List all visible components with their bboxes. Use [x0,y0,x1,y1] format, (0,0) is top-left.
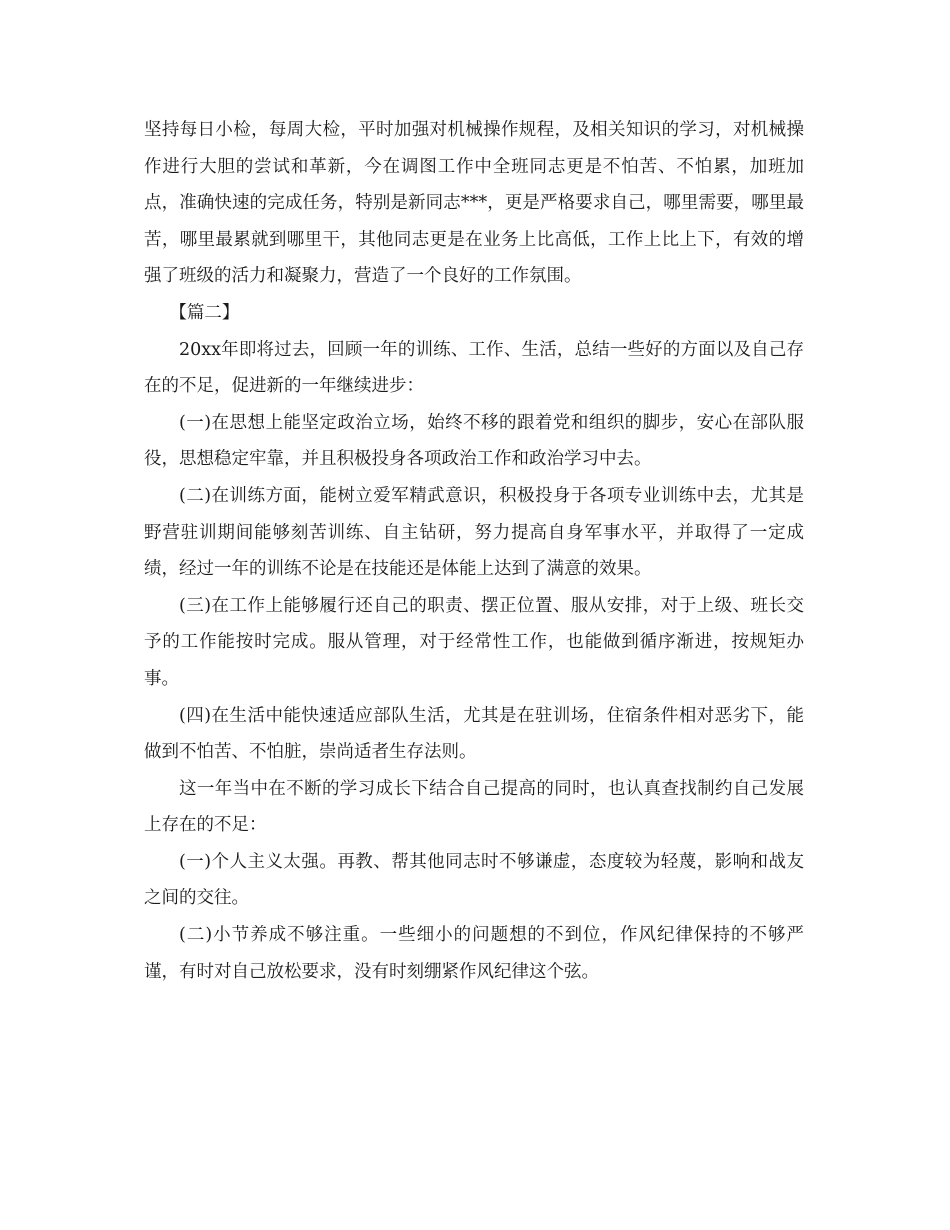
paragraph-shortcomings-intro: 这一年当中在不断的学习成长下结合自己提高的同时，也认真查找制约自己发展上存在的不足： [144,778,804,836]
paragraph-item-2: (二)在训练方面，能树立爱军精武意识，积极投身于各项专业训练中去，尤其是野营驻训期间能够刻苦训练、自主钻研，努力提高自身军事水平，并取得了一定成绩，经过一年的训练不论是在技能还是体能上达到了满意的效果。 [144,485,804,580]
paragraph-item-1: (一)在思想上能坚定政治立场，始终不移的跟着党和组织的脚步，安心在部队服役，思想稳定牢靠，并且积极投身各项政治工作和政治学习中去。 [144,412,804,470]
paragraph-item-3: (三)在工作上能够履行还自己的职责、摆正位置、服从安排，对于上级、班长交予的工作能按时完成。服从管理，对于经常性工作，也能做到循序渐进，按规矩办事。 [144,595,804,689]
paragraph-item-4: (四)在生活中能快速适应部队生活，尤其是在驻训场，住宿条件相对恶劣下，能做到不怕苦、不怕脏，崇尚适者生存法则。 [144,705,804,763]
paragraph-shortcoming-2: (二)小节养成不够注重。一些细小的问题想的不到位，作风纪律保持的不够严谨，有时对自己放松要求，没有时刻绷紧作风纪律这个弦。 [144,925,804,982]
document-body [144,112,804,990]
section-heading: 【篇二】 [169,302,240,323]
paragraph-continuation: 坚持每日小检，每周大检，平时加强对机械操作规程，及相关知识的学习，对机械操作进行大胆的尝试和革新，今在调图工作中全班同志更是不怕苦、不怕累，加班加点，准确快速的完成任务，特别是新同志***，更是严格要求自己，哪里需要，哪里最苦，哪里最累就到哪里干，其他同志更是在业务上比高低，工作上比上下，有效的增强了班级的活力和凝聚力，营造了一个良好的工作氛围。 [144,120,804,287]
paragraph-shortcoming-1: (一)个人主义太强。再教、帮其他同志时不够谦虚，态度较为轻蔑，影响和战友之间的交往。 [144,851,804,909]
paragraph-intro: 20xx年即将过去，回顾一年的训练、工作、生活，总结一些好的方面以及自己存在的不足，促进新的一年继续进步： [144,339,804,397]
